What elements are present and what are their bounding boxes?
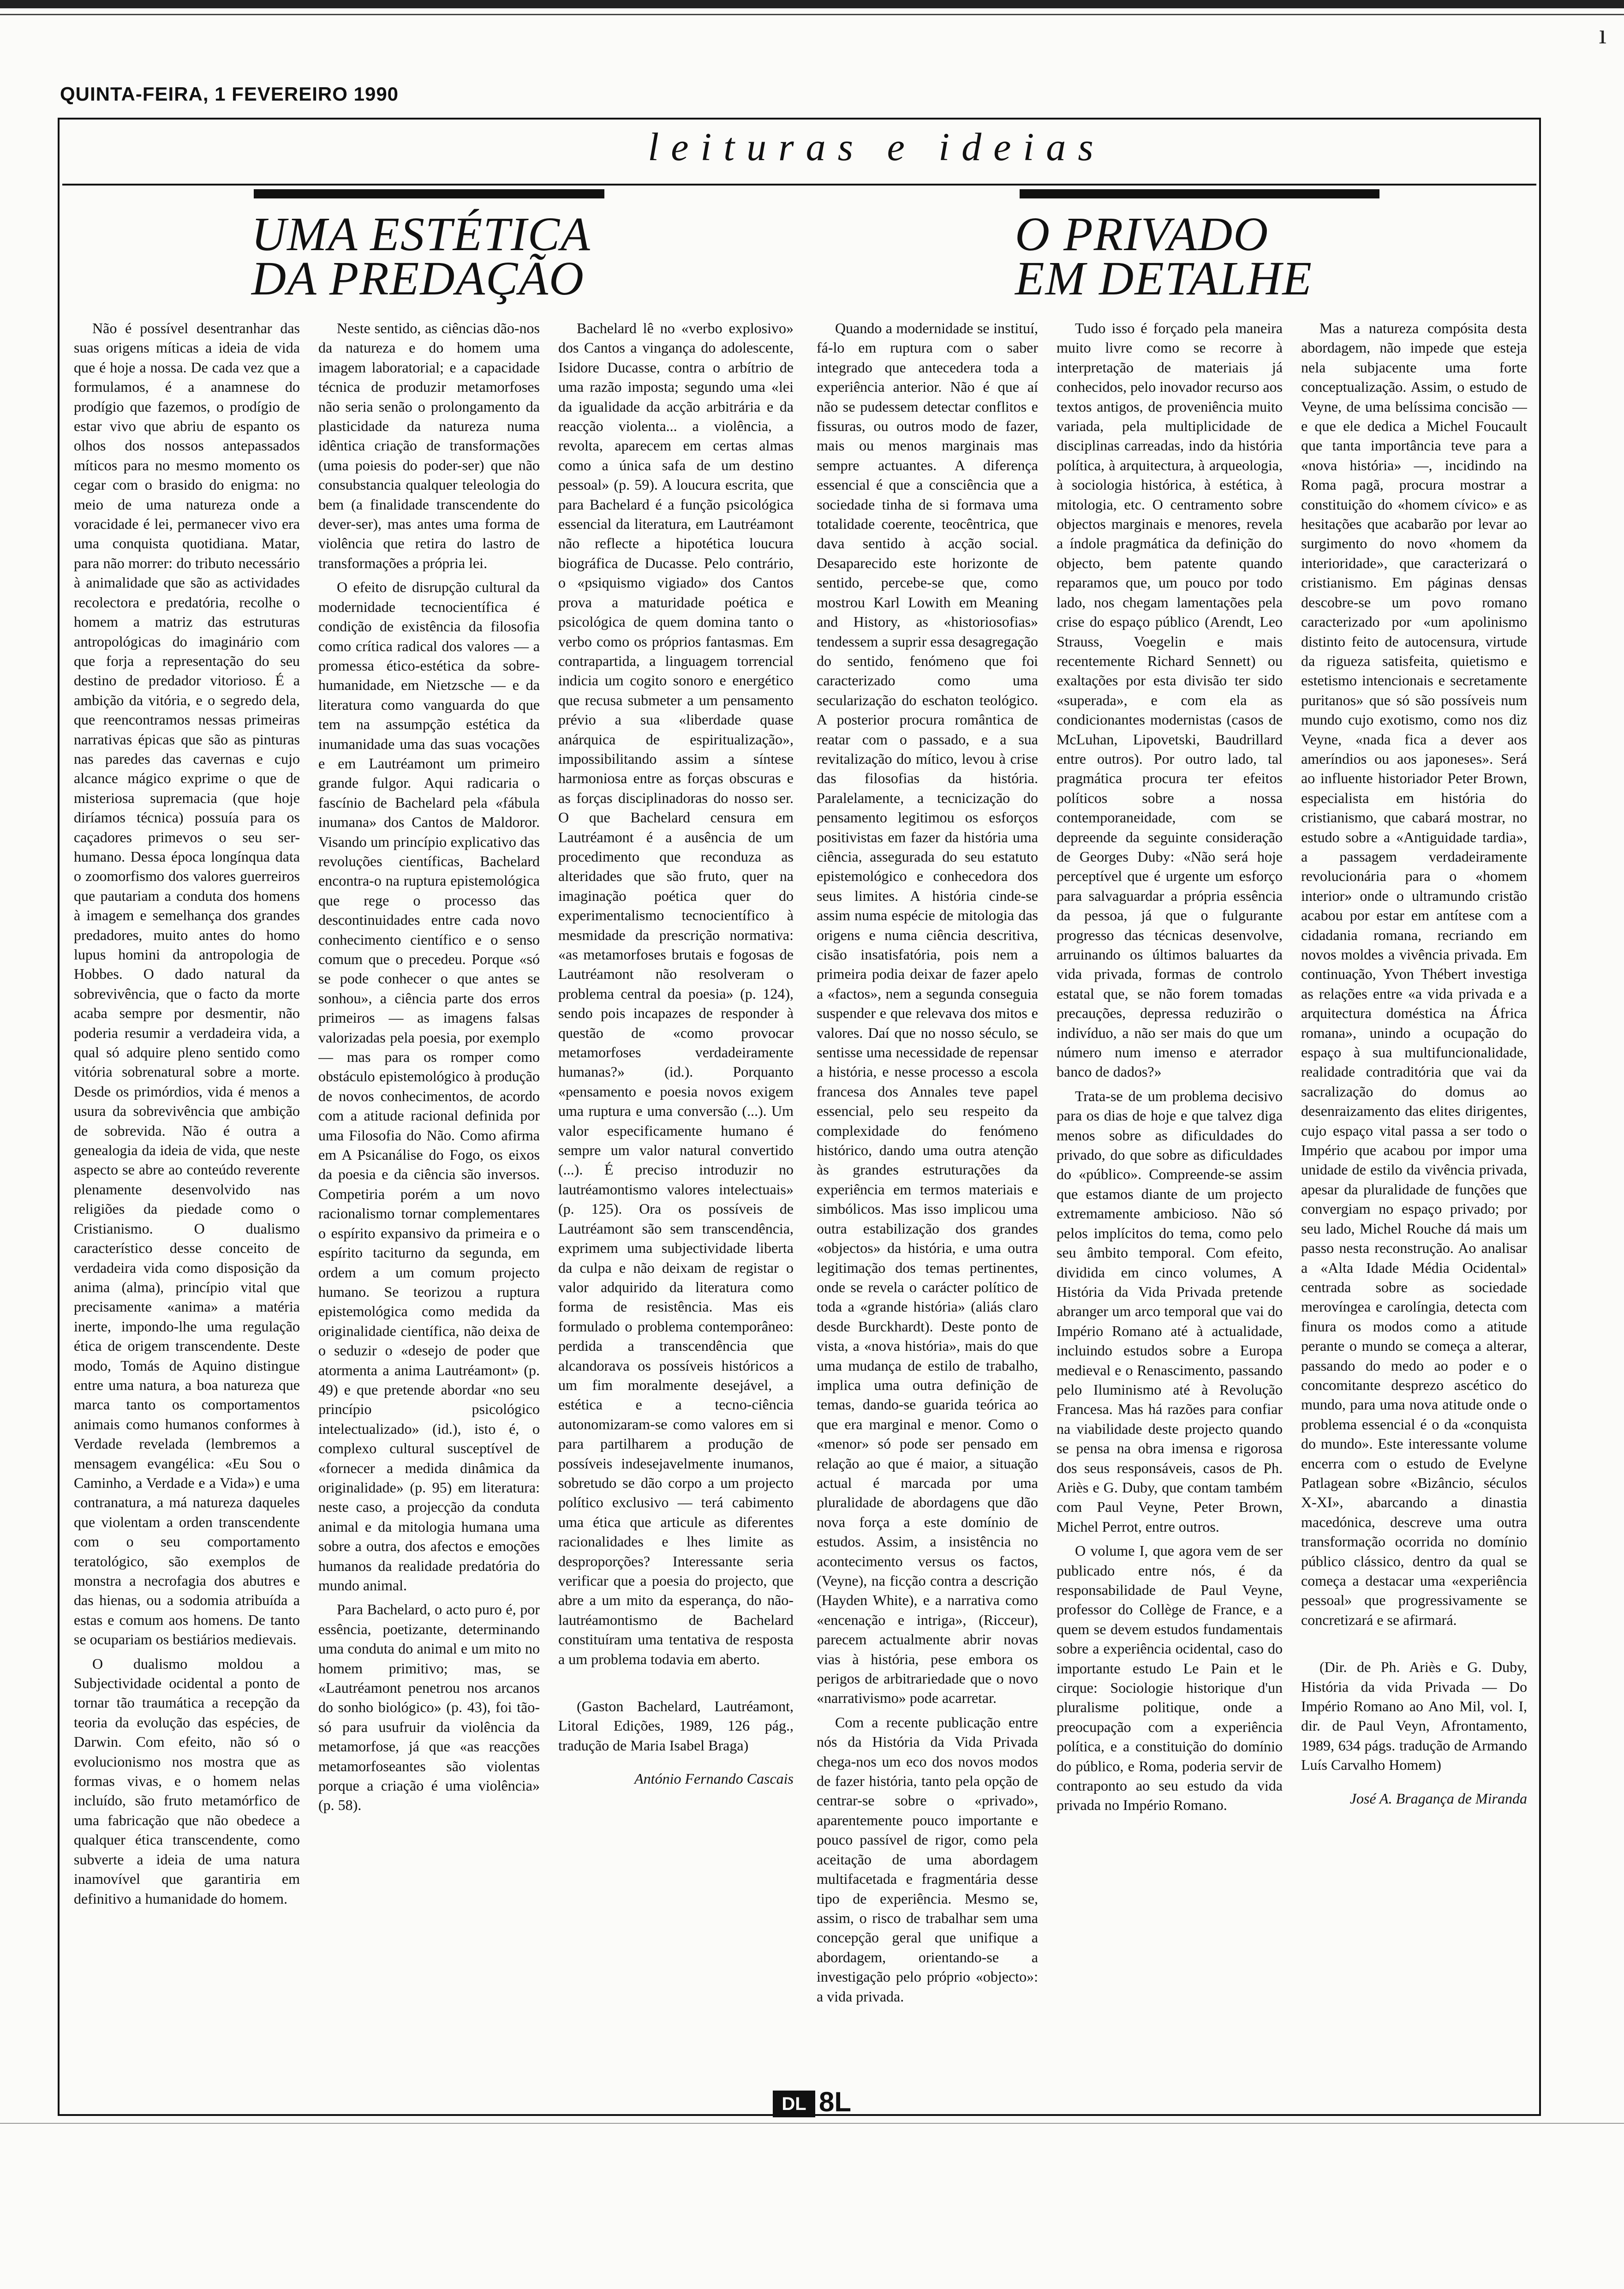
article-2-title: O PRIVADO EM DETALHE: [1015, 208, 1313, 305]
paragraph: O dualismo moldou a Subjectividade ocidental a ponto de tornar tão traumática a recepção da teoria da evolução das espécies, de Darwin. Com efeito, não só o evolucionismo nos mostra que as formas vivas, e o homem nelas incluído, são fruto metamórfico de uma fabricação que não obedece a qualquer ética transcendente, como subverte a ideia de uma natura inamovível que garantiria em definitivo a humanidade do homem.: [74, 1655, 300, 1907]
article-2-column-3: [1301, 318, 1527, 2091]
paragraph: Neste sentido, as ciências dão-nos da natureza e do homem uma imagem laboratorial; e a capacidade técnica de produzir metamorfoses não seria senão o prolongamento da plasticidade da natureza numa idêntica criação de transformações (uma poiesis do poder-ser) que não consubstancia qualquer teleologia do bem (a finalidade transcendente do dever-ser), mas antes uma forma de violência que retira do lastro de transformações a própria lei.: [318, 320, 540, 571]
article-1-column-1: [74, 318, 300, 2091]
scan-edge-top: [0, 0, 1624, 8]
section-rule: [62, 184, 1536, 186]
paragraph: Quando a modernidade se instituí, fá-lo em ruptura com o saber integrado que antecedera toda a experiência anterior. Não é que aí não se pudessem detectar conflitos e fissuras, ou outros modo de fazer, mais ou menos marginais mas sempre actuantes. A diferença essencial é que a consciência que a sociedade tinha de si formava uma totalidade coerente, teocêntrica, que dava sentido à acção social. Desaparecido este horizonte de sentido, percebe-se que, como mostrou Karl Lowith em Meaning and History, as «historiosofias» tendessem a suprir essa desagregação do sentido, fenómeno que foi caracterizado como uma secularização do eschaton teológico. A posterior procura romântica de reatar com o passado, e a sua revitalização do mítico, levou à crise das filosofias da história. Paralelamente, a tecnicização do pensamento legitimou os esforços positivistas em fazer da história uma ciência, assegurada do seu estatuto epistemológico e conhecedora dos seus limites. A história cinde-se assim numa espécie de mitologia das origens e numa ciência descritiva, cisão insatisfatória, pois nem a primeira podia deixar de fazer apelo a «factos», nem a segunda conseguia suspender e que relevava dos mitos e valores. Daí que no nosso século, se sentisse uma necessidade de repensar a história, e nesse processo a escola francesa dos Annales teve papel essencial, pelo seu respeito da complexidade do fenómeno histórico, dando uma outra atenção às grandes estruturações da experiência em termos materiais e simbólicos. Mas isso implicou uma outra estabilização dos grandes «objectos» da história, e uma outra legitimação dos temas pertinentes, onde se revela o carácter político de toda a «grande história» (aliás claro desde Burckhardt). Deste ponto de vista, a «nova história», mais do que uma mudança de estilo de trabalho, implica uma outra definição de temas, dando-se guarida teórica ao que era marginal e menor. Como o «menor» só pode ser pensado em relação ao que é maior, a situação actual é marcada por uma pluralidade de abordagens que dão nova força a este domínio de estudos. Assim, a insistência no acontecimento versus os factos, (Veyne), na ficção contra a descrição (Hayden White), e a narrativa como «encenação e intriga», (Ricceur), parecem actualmente abrir novas vias à história, pese embora os perigos de arbitrariedade que o novo «narrativismo» pode acarretar.: [817, 320, 1038, 1707]
article-1-column-3: [558, 318, 794, 2091]
scan-edge-line: [0, 14, 1624, 15]
article-1-source: (Gaston Bachelard, Lautréamont, Litoral Edições, 1989, 126 pág., tradução de Maria Isabel Braga): [558, 1698, 794, 1754]
paragraph: Mas a natureza compósita desta abordagem, não impede que esteja nela subjacente uma forte conceptualização. Assim, o estudo de Veyne, de uma belíssima concisão — e que ele dedica a Michel Foucault que tanta importância teve para a «nova história» —, incidindo na Roma pagã, procura mostrar a constituição do «homem cívico» e as hesitações que acabarão por levar ao surgimento do novo «homem da interioridade», que caracterizará o cristianismo. Em páginas densas descobre-se um povo romano caracterizado por «um apolinismo distinto feito de autocensura, virtude da rigueza satisfeita, quietismo e estetismo intencionais e secretamente puritanos» que só são possíveis num mundo cujo exotismo, como nos diz Veyne, «nada fica a dever aos ameríndios ou aos japoneses». Será ao influente historiador Peter Brown, especialista em história do cristianismo, que cabará mostrar, no estudo sobre a «Antiguidade tardia», a passagem verdadeiramente revolucionária para o «homem interior» onde o ultramundo cristão acabou por estar em antítese com a cidadania romana, recriando em novos moldes a vivência privada. Em continuação, Yvon Thébert investiga as relações entre «a vida privada e a arquitectura doméstica na África romana», unindo a ocupação do espaço à sua multifuncionalidade, realidade contraditória que vai da sacralização do domus ao desenraizamento das elites dirigentes, cujo espaço vital passa a ser todo o Império que acabou por impor uma unidade de estilo da vivência privada, apesar da pluralidade de funções que convergiam no espaço privado; por seu lado, Michel Rouche dá mais um passo nesta reconstrução. Ao analisar a «Alta Idade Média Ocidental» centrada sobre as sociedade merovíngea e carolíngia, detecta com finura os modos como a atitude perante o mundo se começa a alterar, passando do medo ao poder e o concomitante desprezo ascético do mundo, para uma nova atitude onde o problema essencial é o da «conquista do mundo». Este interessante volume encerra com o estudo de Evelyne Patlagean sobre «Bizâncio, séculos X-XI», abarcando a dinastia macedónica, descreve uma outra transformação ocorrida no domínio público clássico, dentro da qual se começa a destacar uma «experiência pessoal» que progressivamente se concretizará e se afirmará.: [1301, 320, 1527, 1628]
scan-edge-bottom: [0, 2123, 1624, 2124]
article-1-author: António Fernando Cascais: [634, 1770, 794, 1787]
page-folio: [738, 2086, 886, 2118]
paragraph: O volume I, que agora vem de ser publicado entre nós, é da responsabilidade de Paul Veyne, professor do Collège de France, e a quem se devem estudos fundamentais sobre a experiência ocidental, caso do importante estudo Le Pain et le cirque: Sociologie historique d'un pluralisme politique, onde a preocupação com a experiência política, e a constituição do domínio do público, e Roma, poderia servir de contraponto ao seu estudo da vida privada no Império Romano.: [1057, 1542, 1283, 1814]
article-1-title: UMA ESTÉTICA DA PREDAÇÃO: [251, 208, 591, 305]
paragraph: Não é possível desentranhar das suas origens míticas a ideia de vida que é hoje a nossa. De cada vez que a formulamos, é a anamnese do prodígio que fazemos, o prodígio de estar vivo que abriu de espanto os olhos dos nossos antepassados míticos para no mesmo momento os cegar com o brasido do enigma: no meio de uma natureza onde a voracidade é lei, permanecer vivo era uma conquista quotidiana. Matar, para não morrer: do tributo necessário à animalidade que são as actividades recolectora e predatória, recolhe o homem a matriz das estruturas antropológicas do imaginário com que forja a representação do seu destino de predador vitorioso. É a ambição da vitória, e o segredo dela, que reencontramos nessas primeiras narrativas épicas que são as pinturas nas paredes das cavernas e cujo alcance mágico exprime o que de misteriosa supremacia (que hoje diríamos técnica) possuía para os caçadores primevos o seu ser-humano. Dessa época longínqua data o zoomorfismo dos valores guerreiros que pautariam a conduta dos homens à imagem e semelhança dos grandes predadores, muito antes do homo lupus homini da antropologia de Hobbes. O dado natural da sobrevivência, que o facto da morte acaba sempre por desmentir, não poderia resumir a verdadeira vida, a qual só adquire pleno sentido como vitória sobrenatural sobre a morte. Desde os primórdios, vida é menos a usura da sobrevivência que ambição de sobrevida. Não é outra a genealogia da ideia de vida, que neste aspecto se abre ao conteúdo reverente plenamente desenvolvido nas religiões da piedade como o Cristianismo. O dualismo característico desse conceito de verdadeira vida como disposição da anima (alma), princípio vital que precisamente «anima» a matéria inerte, impondo-lhe uma regulação ética de origem transcendente. Deste modo, Tomás de Aquino distingue entre uma natura, a boa natureza que marca tanto os comportamentos animais como humanos conformes à Verdade revelada (lembremos a mensagem evangélica: «Eu Sou o Caminho, a Verdade e a Vida») e uma contranatura, a má natureza daqueles que violentam a orden transcendente com o seu comportamento teratológico, são exemplos de monstra a necrofagia dos abutres e das hienas, ou a sodomia atribuída a estas e comum aos homens. De tanto se ocupariam os bestiários medievais.: [74, 320, 300, 1648]
article-1-title-bar: [254, 189, 604, 198]
paragraph: Tudo isso é forçado pela maneira muito livre como se recorre à interpretação de materiais já conhecidos, pelo inovador recurso aos textos antigos, de proveniência muito variada, pela multiplicidade de disciplinas carreadas, indo da história política, à arquitectura, à arqueologia, à sociologia histórica, à estética, à mitologia, etc. O centramento sobre objectos marginais e menores, revela a índole pragmática da definição do objecto, bem patente quando reparamos que, um pouco por todo lado, nos chegam lamentações pela crise do espaço público (Arendt, Leo Strauss, Voegelin e mais recentemente Richard Sennett) ou exaltações por esta divisão ter sido «superada», e com ela as condicionantes modernistas (casos de McLuhan, Lipovetski, Baudrillard entre outros). Por outro lado, tal pragmática procura ter efeitos políticos sobre a nossa contemporaneidade, com se depreende da seguinte consideração de Georges Duby: «Não será hoje perceptível que é urgente um esforço para salvaguardar a própria essência da pessoa, já que o fulgurante progresso das técnicas desenvolve, arruinando os últimos baluartes da vida privada, formas de controlo estatal que, se não forem tomadas precauções, depressa reduzirão o indivíduo, a não ser mais do que um número num imenso e aterrador banco de dados?»: [1057, 320, 1283, 1080]
paragraph: Trata-se de um problema decisivo para os dias de hoje e que talvez diga menos sobre as dificuldades do privado, do que sobre as dificuldades do «público». Compreende-se assim que estamos diante de um projecto extremamente ambicioso. Não só pelos implícitos do tema, como pelo seu âmbito temporal. Com efeito, dividida em cinco volumes, A História da Vida Privada pretende abranger um arco temporal que vai do Império Romano até à actualidade, incluindo estudos sobre a Europa medieval e o Renascimento, passando pelo Iluminismo até à Revolução Francesa. Mas há razões para confiar na viabilidade deste projecto quando se pensa na obra imensa e rigorosa dos seus responsáveis, casos de Ph. Ariès e G. Duby, que contam também com Paul Veyne, Peter Brown, Michel Perrot, entre outros.: [1057, 1087, 1283, 1535]
article-2-column-1: [817, 318, 1038, 2091]
article-2-column-2: [1057, 318, 1283, 2091]
paragraph: Com a recente publicação entre nós da História da Vida Privada chega-nos um eco dos novos modos de fazer história, tanto pela opção de centrar-se sobre o «privado», aparentemente pouco importante e pouco passível de rigor, como pela aceitação de uma abordagem multifacetada e fragmentária desse tipo de experiência. Mesmo se, assim, o risco de trabalhar sem uma concepção geral que unifique a abordagem, orientando-se a investigação pelo próprio «objecto»: a vida privada.: [817, 1714, 1038, 2005]
paragraph: Para Bachelard, o acto puro é, por essência, poetizante, determinando uma conduta do animal e um mito no homem primitivo; mas, se «Lautréamont penetrou nos arcanos do sonho biológico» (p. 43), foi tão-só para usufruir da violência da metamorfose, já que «as reacções metamorfoseantes são violentas porque a criação é uma violência» (p. 58).: [318, 1601, 540, 1814]
article-1-column-2: [318, 318, 540, 2091]
newspaper-logo: DL: [773, 2091, 815, 2117]
page-number: 8L: [818, 2086, 852, 2117]
dateline: QUINTA-FEIRA, 1 FEVEREIRO 1990: [60, 83, 399, 105]
paragraph: Bachelard lê no «verbo explosivo» dos Cantos a vingança do adolescente, Isidore Ducasse, contra o arbítrio de uma razão imposta; segundo uma «lei da igualidade da acção arbitrária e da reacção violenta... a violência, a revolta, aparecem em certas almas como a única safa de um destino pessoal» (p. 59). A loucura escrita, que para Bachelard é a função psicológica essencial da literatura, em Lautréamont não reflecte a hipotética loucura biográfica de Ducasse. Pelo contrário, o «psiquismo vigiado» dos Cantos prova a maturidade poética e psicológica de quem domina tanto o verbo como os próprios fantasmas. Em contrapartida, a linguagem torrencial indicia um cogito sonoro e energético que recusa submeter a um pensamento prévio a sua «liberdade quase anárquica de espiritualização», impossibilitando assim a síntese harmoniosa entre as forças obscuras e as forças disciplinadoras do nosso ser. O que Bachelard censura em Lautréamont é a ausência de um procedimento que reconduza as alteridades que são fruto, quer na imaginação poética quer do experimentalismo tecnocientífico à mesmidade da prescrição normativa: «as metamorfoses brutais e fogosas de Lautréamont não resolveram o problema central da poesia» (p. 124), sendo pois incapazes de responder à questão de «como provocar metamorfoses verdadeiramente humanas?» (id.). Porquanto «pensamento e poesia novos exigem uma ruptura e uma conversão (...). Um valor especificamente humano é sempre um valor natural convertido (...). É preciso introduzir no lautréamontismo valores intelectuais» (p. 125). Ora os possíveis de Lautréamont são sem transcendência, exprimem uma subjectividade liberta da culpa e não deixam de registar o valor adquirido da literatura como forma de resistência. Mas eis formulado o problema contemporâneo: perdida a transcendência que alcandorava os possíveis históricos a um fim moralmente desejável, a estética e a tecno-ciência autonomizaram-se como valores em si para partilharem a produção de possíveis indesejavelmente inumanos, sobretudo se dão corpo a um projecto político exclusivo — terá cabimento uma ética que articule as diferentes racionalidades e lhes limite as desproporções? Interessante seria verificar que a poesia do projecto, que abre a um mito da esperança, do não-lautréamontismo de Bachelard constituíram uma tentativa de resposta a um problema todavia em aberto.: [558, 320, 794, 1667]
section-title: leituras e ideias: [648, 125, 1105, 169]
article-2-title-bar: [1020, 189, 1379, 198]
article-2-source: (Dir. de Ph. Ariès e G. Duby, História da vida Privada — Do Império Romano ao Ano Mil, vol. I, dir. de Paul Veyn, Afrontamento, 1989, 634 págs. tradução de Armando Luís Carvalho Homem): [1301, 1659, 1527, 1774]
scan-mark: ı: [1599, 19, 1606, 49]
article-2-author: José A. Bragança de Miranda: [1349, 1790, 1527, 1807]
paragraph: O efeito de disrupção cultural da modernidade tecnocientífica é condição de existência da filosofia como crítica radical dos valores — a promessa ético-estética da sobre-humanidade, em Nietzsche — e da literatura como vanguarda do que tem na assumpção estética da inumanidade uma das suas vocações e em Lautréamont um primeiro grande fulgor. Aqui radicaria o fascínio de Bachelard pela «fábula inumana» dos Cantos de Maldoror. Visando um princípio explicativo das revoluções científicas, Bachelard encontra-o na ruptura epistemológica que rege o processo das descontinuidades entre cada novo conhecimento científico e o senso comum que o precedeu. Porque «só se pode conhecer o que antes se sonhou», a ciência parte dos erros primeiros — as imagens falsas valorizadas pela poesia, por exemplo — mas para os romper como obstáculo epistemológico à produção de novos conhecimentos, de acordo com a atitude racional definida por uma Filosofia do Não. Como afirma em A Psicanálise do Fogo, os eixos da poesia e da ciência são inversos. Competiria porém a um novo racionalismo tornar complementares o espírito expansivo da primeira e o espírito taciturno da segunda, em ordem a um comum projecto humano. Se teorizou a ruptura epistemológica como medida da originalidade científica, não deixa de o seduzir o «desejo de poder que atormenta a anima Lautréamont» (p. 49) e que pretende abordar «no seu princípio psicológico intelectualizado» (id.), isto é, o complexo cultural susceptível de «fornecer a medida dinâmica da originalidade» (p. 95) em literatura: neste caso, a projecção da conduta animal e da mitologia humana uma sobre a outra, dos afectos e emoções humanos da realidade predatória do mundo animal.: [318, 579, 540, 1594]
